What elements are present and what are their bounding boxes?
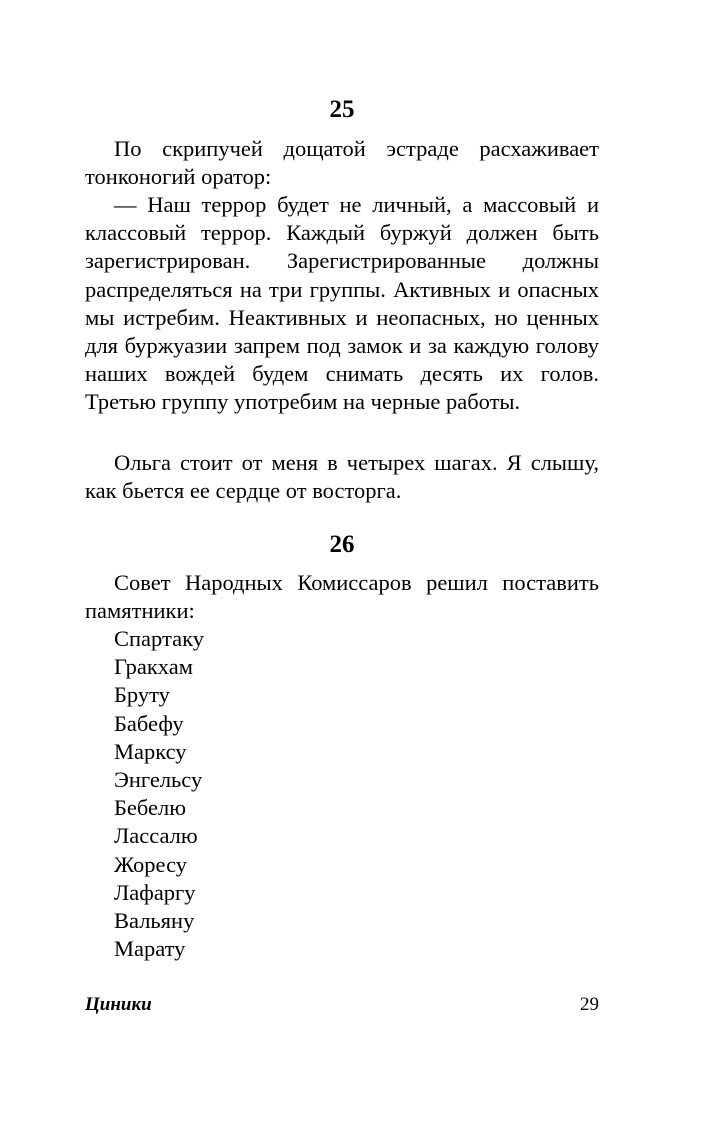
list-item: Гракхам: [114, 654, 193, 680]
chapter-number-25: 25: [329, 96, 355, 123]
list-item: Марксу: [114, 738, 187, 764]
list-item: Энгельсу: [114, 767, 203, 793]
paragraph-decree: Совет Народных Комиссаров решил поставить памятники:: [85, 570, 599, 624]
list-item: Бабефу: [114, 710, 184, 736]
list-item: Лассалю: [114, 823, 198, 849]
list-item: Бруту: [114, 682, 170, 708]
paragraph-speech: — Наш террор будет не личный, а массовый и классовый террор. Каждый буржуй должен быть зарегистрирован. Зарегистрированные должны распределяться на три группы. Активных и опасных мы истребим. Неактивных и неопасных, но ценных для буржуазии запрем под замок и за каждую голову наших вождей будем снимать десять их голов. Третью группу употребим на черные работы.: [85, 192, 599, 415]
list-item: Вальяну: [114, 908, 195, 934]
list-item: Бебелю: [114, 795, 187, 821]
list-item: Марату: [114, 936, 186, 962]
page-number: 29: [580, 994, 599, 1015]
list-item: Лафаргу: [114, 879, 196, 905]
running-footer-title: Циники: [85, 994, 152, 1015]
list-item: Жоресу: [114, 851, 188, 877]
book-page: [85, 0, 599, 1122]
paragraph-orator: По скрипучей дощатой эстраде расхаживает тонконогий оратор:: [85, 136, 599, 190]
monument-names-list: [114, 625, 204, 963]
paragraph-olga: Ольга стоит от меня в четырех шагах. Я слышу, как бьется ее сердце от восторга.: [85, 450, 599, 504]
chapter-number-26: 26: [329, 531, 355, 558]
list-item: Спартаку: [114, 626, 204, 651]
